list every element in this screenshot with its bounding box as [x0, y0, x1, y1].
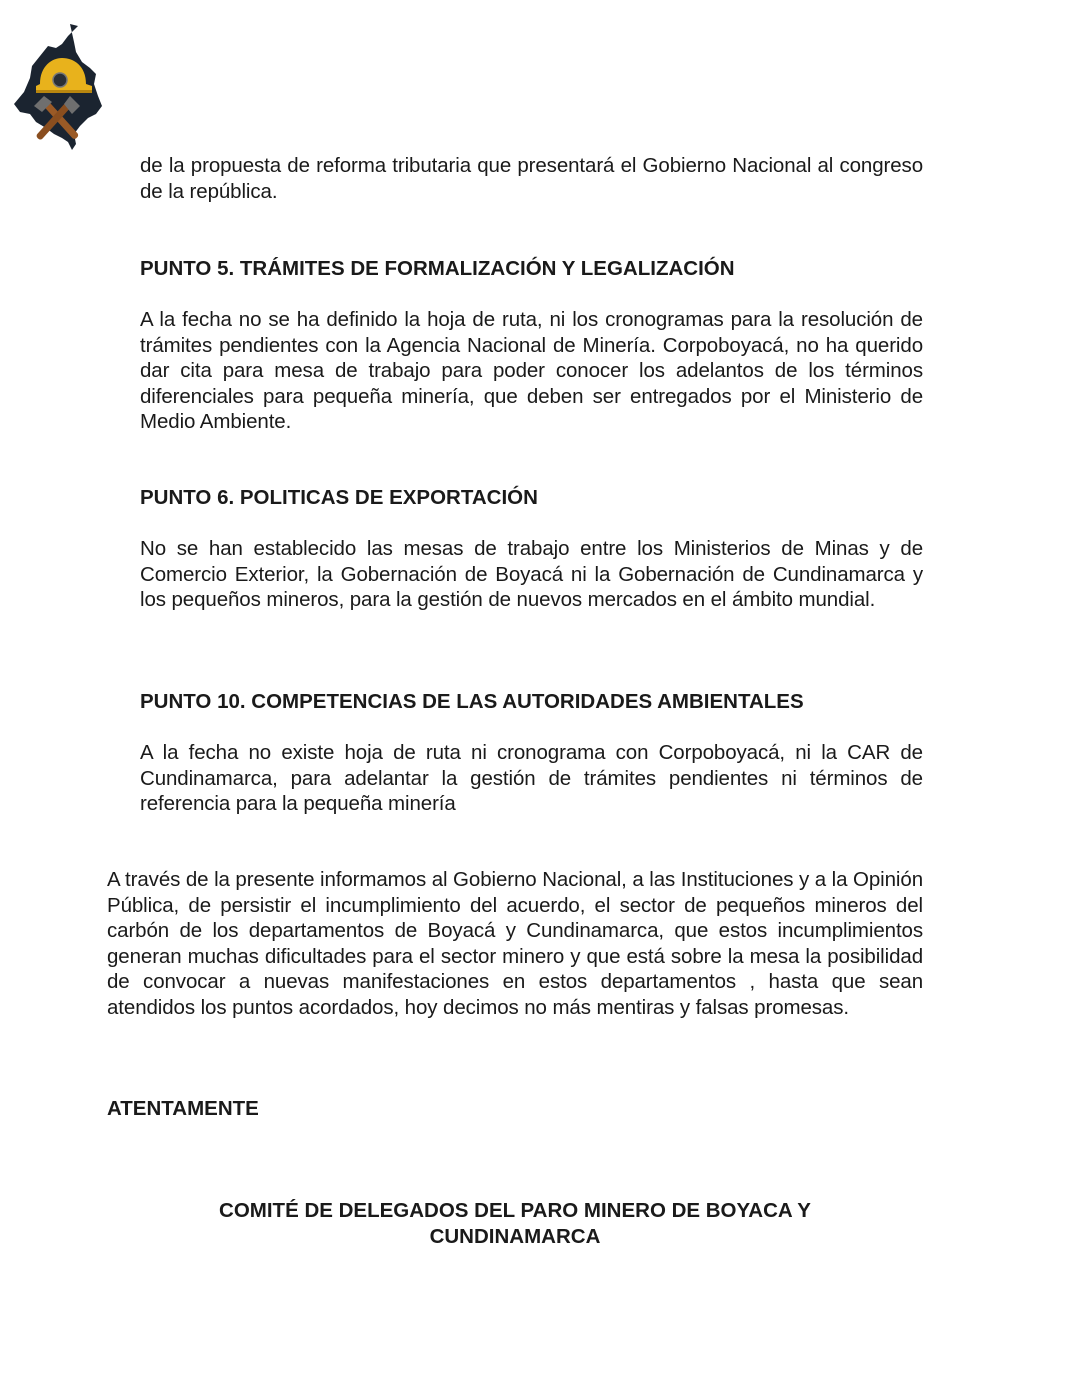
section-heading-punto-5: PUNTO 5. TRÁMITES DE FORMALIZACIÓN Y LEGALIZACIÓN	[140, 257, 735, 280]
section-heading-punto-10: PUNTO 10. COMPETENCIAS DE LAS AUTORIDADES AMBIENTALES	[140, 690, 804, 713]
closing-salutation: ATENTAMENTE	[107, 1097, 259, 1120]
logo	[10, 22, 105, 152]
signature-line-2: CUNDINAMARCA	[429, 1225, 601, 1248]
helmet-shadow	[36, 90, 92, 93]
miner-helmet-crossed-hammers-map-icon	[10, 22, 105, 152]
section-body-punto-5: A la fecha no se ha definido la hoja de ruta, ni los cronogramas para la resolución de trámites pendientes con la Agencia Nacional de Minería. Corpoboyacá, no ha querido dar cita para mesa de trabajo para poder conocer los adelantos de los términos diferenciales para pequeña minería, que deben ser entregados por el Ministerio de Medio Ambiente.	[140, 308, 923, 433]
statement-paragraph: A través de la presente informamos al Gobierno Nacional, a las Instituciones y a la Opinión Pública, de persistir el incumplimiento del acuerdo, el sector de pequeños mineros del carbón de los departamentos de Boyacá y Cundinamarca, que estos incumplimientos generan muchas dificultades para el sector minero y que está sobre la mesa la posibilidad de convocar a nuevas manifestaciones en estos departamentos , hasta que sean atendidos los puntos acordados, hoy decimos no más mentiras y falsas promesas.	[107, 868, 923, 1019]
section-body-punto-10: A la fecha no existe hoja de ruta ni cronograma con Corpoboyacá, ni la CAR de Cundinamarca, para adelantar la gestión de trámites pendientes ni términos de referencia para la pequeña minería	[140, 741, 923, 815]
signature-line-1: COMITÉ DE DELEGADOS DEL PARO MINERO DE BOYACA Y	[219, 1199, 811, 1222]
helmet-lamp	[53, 73, 67, 87]
signature-block	[140, 1198, 890, 1250]
section-heading-punto-6: PUNTO 6. POLITICAS DE EXPORTACIÓN	[140, 486, 538, 509]
continuation-paragraph: de la propuesta de reforma tributaria que presentará el Gobierno Nacional al congreso de la república.	[140, 154, 923, 203]
section-body-punto-6: No se han establecido las mesas de trabajo entre los Ministerios de Minas y de Comercio Exterior, la Gobernación de Boyacá ni la Gobernación de Cundinamarca y los pequeños mineros, para la gestión de nuevos mercados en el ámbito mundial.	[140, 537, 923, 611]
